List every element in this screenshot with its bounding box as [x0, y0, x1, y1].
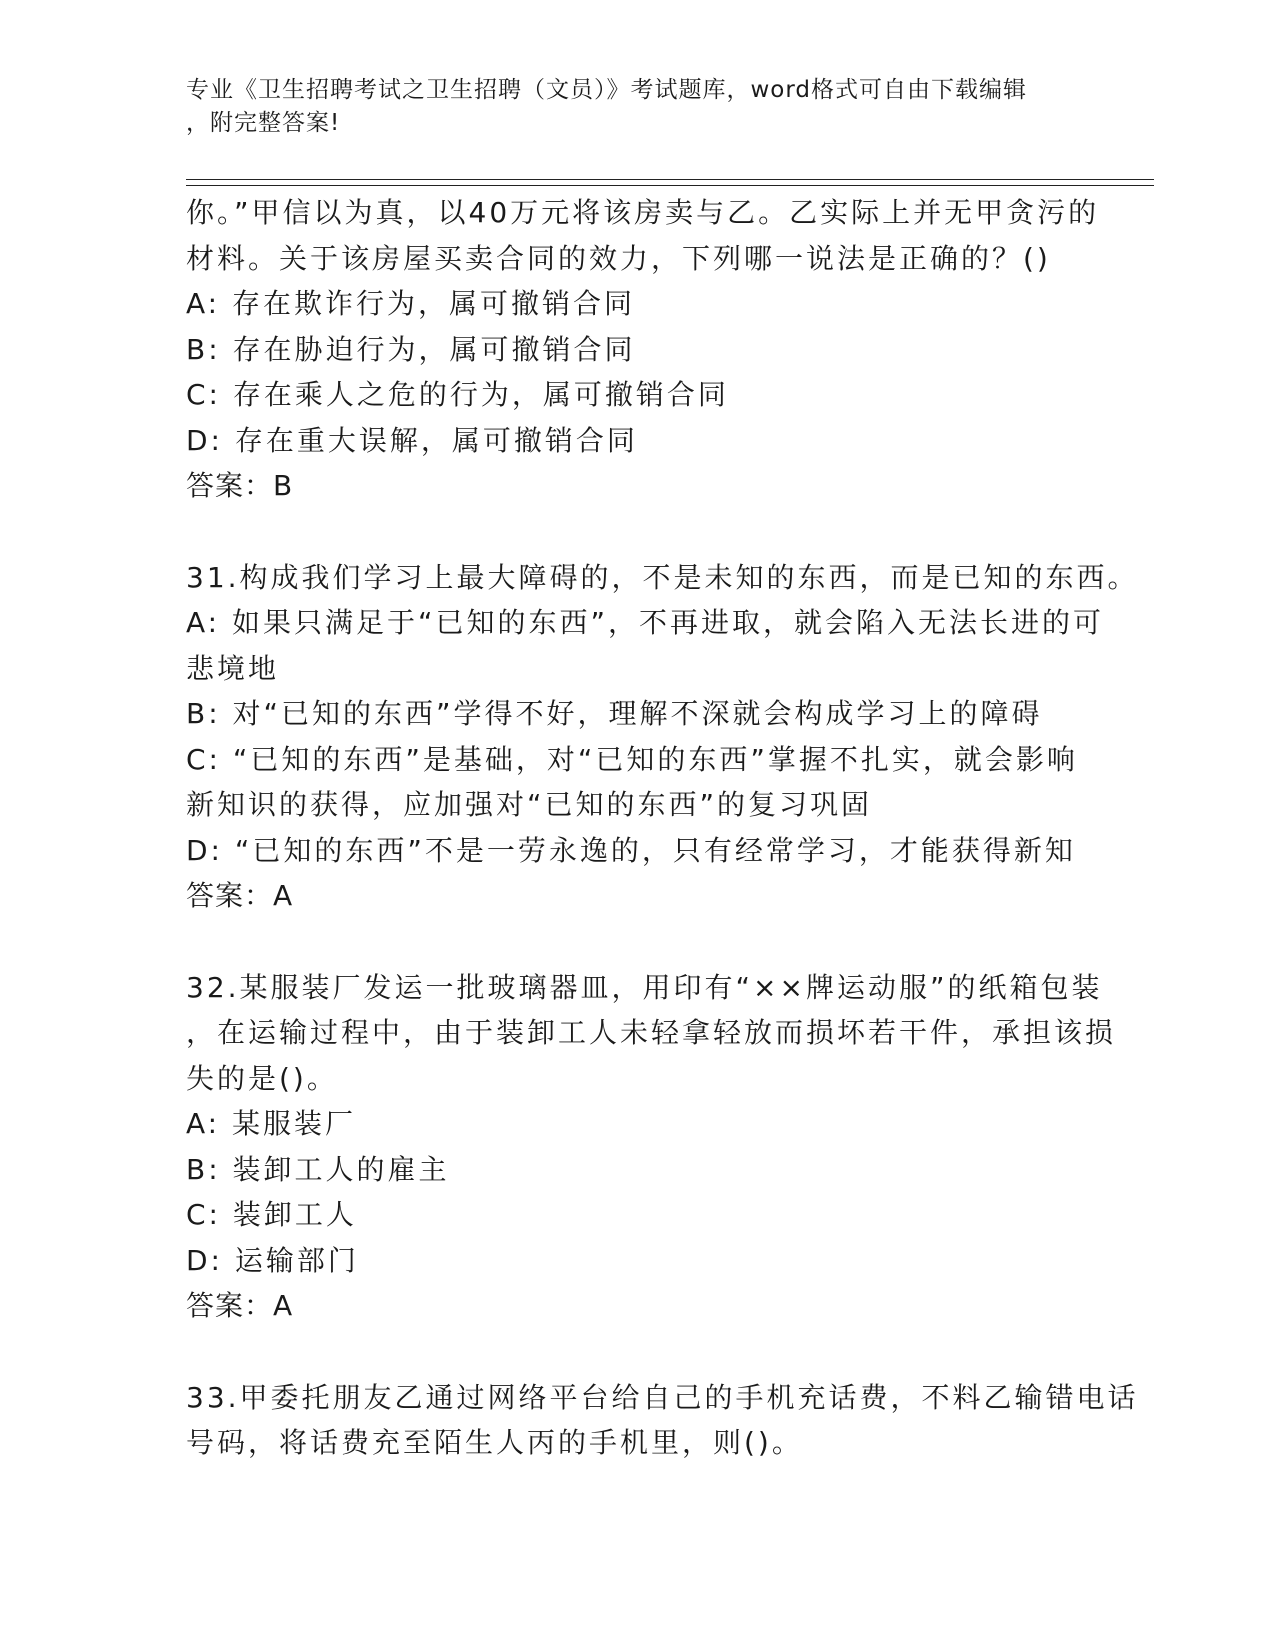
option-b: B: 对“已知的东西”学得不好，理解不深就会构成学习上的障碍: [186, 697, 1043, 730]
option-a: A: 某服装厂: [186, 1107, 356, 1140]
option-a: A: 存在欺诈行为，属可撤销合同: [186, 287, 635, 320]
question-stem-line: 32.某服装厂发运一批玻璃器皿，用印有“××牌运动服”的纸箱包装: [186, 970, 1103, 1004]
option-a: A: 如果只满足于“已知的东西”，不再进取，就会陷入无法长进的可: [186, 606, 1105, 639]
question-gap: [186, 509, 1086, 555]
header-line-2: ，附完整答案!: [186, 110, 341, 136]
question-31: [186, 555, 1139, 919]
option-a-continued: 悲境地: [186, 651, 280, 685]
option-b: B: 存在胁迫行为，属可撤销合同: [186, 332, 636, 366]
option-c-continued: 新知识的获得，应加强对“已知的东西”的复习巩固: [186, 788, 873, 821]
question-stem-line: 失的是()。: [186, 1061, 338, 1095]
answer-line: 答案：A: [186, 879, 294, 912]
option-c: C: 装卸工人: [186, 1198, 357, 1231]
question-prev: [186, 190, 1100, 509]
document-header: [186, 74, 1066, 140]
header-rule-bottom: [186, 185, 1154, 186]
header-rule-top: [186, 179, 1154, 180]
question-stem-line: 33.甲委托朋友乙通过网络平台给自己的手机充话费，不料乙输错电话: [186, 1380, 1139, 1414]
question-gap: [186, 919, 1086, 965]
question-stem-line: 你。”甲信以为真，以40万元将该房卖与乙。乙实际上并无甲贪污的: [186, 196, 1100, 229]
question-stem-line: 31.构成我们学习上最大障碍的，不是未知的东西，而是已知的东西。: [186, 560, 1139, 594]
header-line-1: 专业《卫生招聘考试之卫生招聘（文员）》考试题库，word格式可自由下载编辑: [186, 77, 1028, 103]
question-32: [186, 965, 1117, 1329]
option-c: C: “已知的东西”是基础，对“已知的东西”掌握不扎实，就会影响: [186, 742, 1078, 776]
question-stem-line: 号码，将话费充至陌生人丙的手机里，则()。: [186, 1426, 803, 1459]
answer-line: 答案：B: [186, 469, 294, 502]
option-c: C: 存在乘人之危的行为，属可撤销合同: [186, 378, 729, 411]
answer-line: 答案：A: [186, 1289, 294, 1322]
question-33: [186, 1375, 1139, 1466]
option-b: B: 装卸工人的雇主: [186, 1152, 450, 1186]
option-d: D: 存在重大误解，属可撤销合同: [186, 423, 638, 457]
option-d: D: 运输部门: [186, 1243, 359, 1277]
question-list: [186, 190, 1139, 1466]
option-d: D: “已知的东西”不是一劳永逸的，只有经常学习，才能获得新知: [186, 833, 1076, 867]
question-gap: [186, 1329, 1086, 1375]
question-stem-line: ，在运输过程中，由于装卸工人未轻拿轻放而损坏若干件，承担该损: [186, 1016, 1117, 1049]
question-stem-line: 材料。关于该房屋买卖合同的效力，下列哪一说法是正确的？(): [186, 241, 1051, 275]
